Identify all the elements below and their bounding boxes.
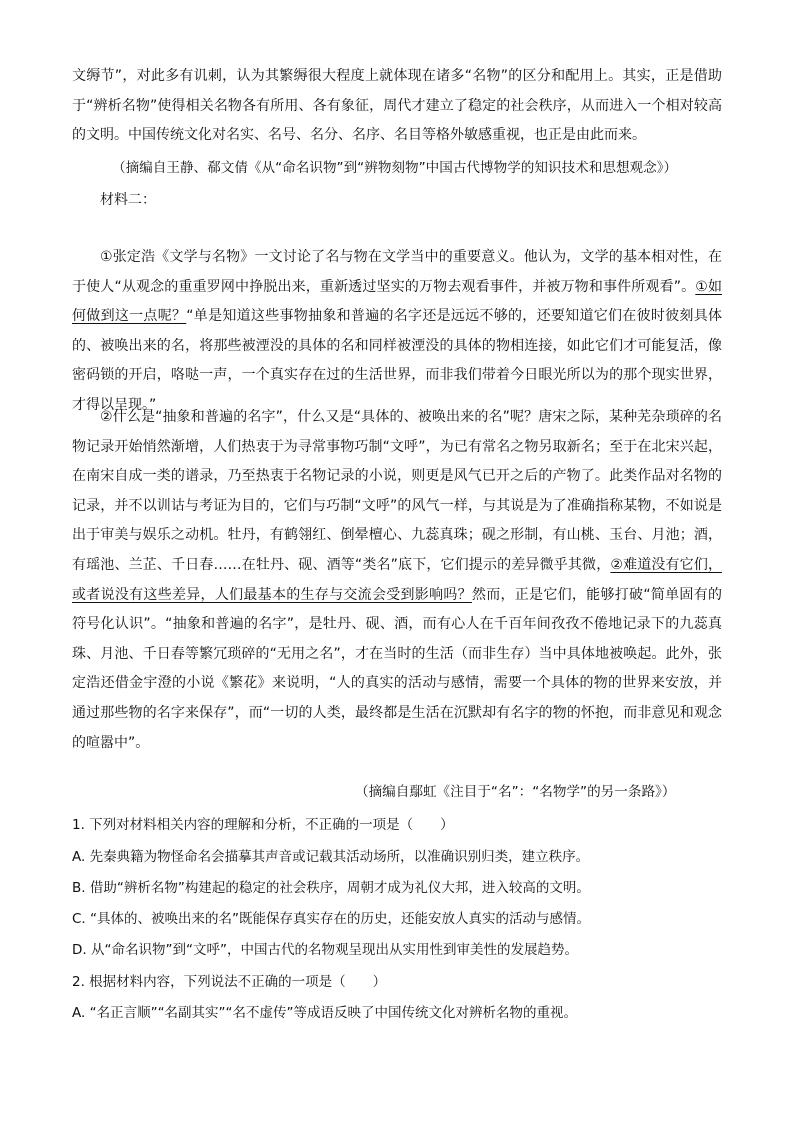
paragraph-1-text-a: ①张定浩《文学与名物》一文讨论了名与物在文学当中的重要意义。他认为，文学的基本相对性，在于使人“从观念的重重罗网中挣脱出来，重新透过坚实的万物去观看事件，并被万物和事件所观看”。 <box>72 249 722 295</box>
question-2-option-a: A. “名正言顺”“名副其实”“名不虚传”等成语反映了中国传统文化对辨析名物的重视。 <box>72 1005 578 1021</box>
material-2-paragraph-1 <box>72 243 722 421</box>
question-1-stem: 1. 下列对材料相关内容的理解和分析，不正确的一项是（ ） <box>72 817 454 833</box>
question-1-option-c: C. “具体的、被唤出来的名”既能保存真实存在的历史，还能安放人真实的活动与感情。 <box>72 911 590 927</box>
question-2-stem: 2. 根据材料内容，下列说法不正确的一项是（ ） <box>72 974 387 990</box>
paragraph-2-text-a: ②什么是“抽象和普遍的名字”，什么又是“具体的、被唤出来的名”呢？唐宋之际，某种芜杂琐碎的名物记录开始悄然渐增，人们热衷于为寻常事物巧制“文呼”，为已有常名之物另取新名；至于在北宋兴起，在南宋自成一类的谱录，乃至热衷于名物记录的小说，则更是风气已开之后的产物了。此类作品对名物的记录，并不以训诂与考证为目的，它们与巧制“文呼”的风气一样，与其说是为了准确指称某物，不如说是出于审美与娱乐之动机。牡丹，有鹤翎红、倒晕檀心、九蕊真珠；砚之形制，有山桃、玉台、月池；酒，有瑶池、兰芷、千日春……在牡丹、砚、酒等“类名”底下，它们提示的差异微乎其微， <box>72 409 722 573</box>
question-1-option-d: D. 从“命名识物”到“文呼”，中国古代的名物观呈现出从实用性到审美性的发展趋势。 <box>72 942 578 958</box>
material-2-paragraph-2 <box>72 403 722 758</box>
paragraph-2-text-b: 然而，正是它们，能够打破“简单固有的符号化认识”。“抽象和普遍的名字”，是牡丹、砚、酒，而有心人在千百年间孜孜不倦地记录下的九蕊真珠、月池、千日春等繁冗琐碎的“无用之名”，才在当时的生活（而非生存）当中具体地被唤起。此外，张定浩还借金宇澄的小说《繁花》来说明，“人的真实的活动与感情，需要一个具体的物的世界来安放，并通过那些物的名字来保存”，而“一切的人类，最终都是生活在沉默却有名字的物的怀抱，而非意见和观念的喧嚣中”。 <box>72 586 722 751</box>
question-1-option-a: A. 先秦典籍为物怪命名会描摹其声音或记载其活动场所，以准确识别归类，建立秩序。 <box>72 849 590 865</box>
question-1-option-b: B. 借助“辨析名物”构建起的稳定的社会秩序，周朝才成为礼仪大邦，进入较高的文明。 <box>72 880 590 896</box>
paragraph-1-text-b: “单是知道这些事物抽象和普遍的名字还是远远不够的，还要知道它们在彼时彼刻具体的、被唤出来的名，将那些被湮没的具体的名和同样被湮没的具体的物相连接，如此它们才可能复活，像密码锁的开启，咯哒一声，一个真实存在过的生活世界，而非我们带着今日眼光所以为的那个现实世界，才得以呈现。” <box>72 308 722 413</box>
underlined-sentence-1: ①如何做到这一点呢？ <box>72 278 722 325</box>
underlined-sentence-2: ②难道没有它们，或者说没有这些差异，人们最基本的生存与交流会受到影响吗？ <box>72 556 722 603</box>
intro-paragraph: 文缛节”，对此多有讥刺，认为其繁缛很大程度上就体现在诸多“名物”的区分和配用上。其实，正是借助于“辨析名物”使得相关名物各有所用、各有象征，周代才建立了稳定的社会秩序，从而进入一个相对较高的文明。中国传统文化对名实、名号、名分、名序、名目等格外敏感重视，也正是由此而来。 <box>72 68 722 144</box>
source-citation-2: （摘编自鄢虹《注目于“名”：“名物学”的另一条路》） <box>355 784 676 800</box>
source-citation-1: （摘编自王静、郗文倩《从“命名识物”到“辨物刻物”中国古代博物学的知识技术和思想观念》） <box>112 160 678 176</box>
material-2-label: 材料二： <box>100 192 156 208</box>
